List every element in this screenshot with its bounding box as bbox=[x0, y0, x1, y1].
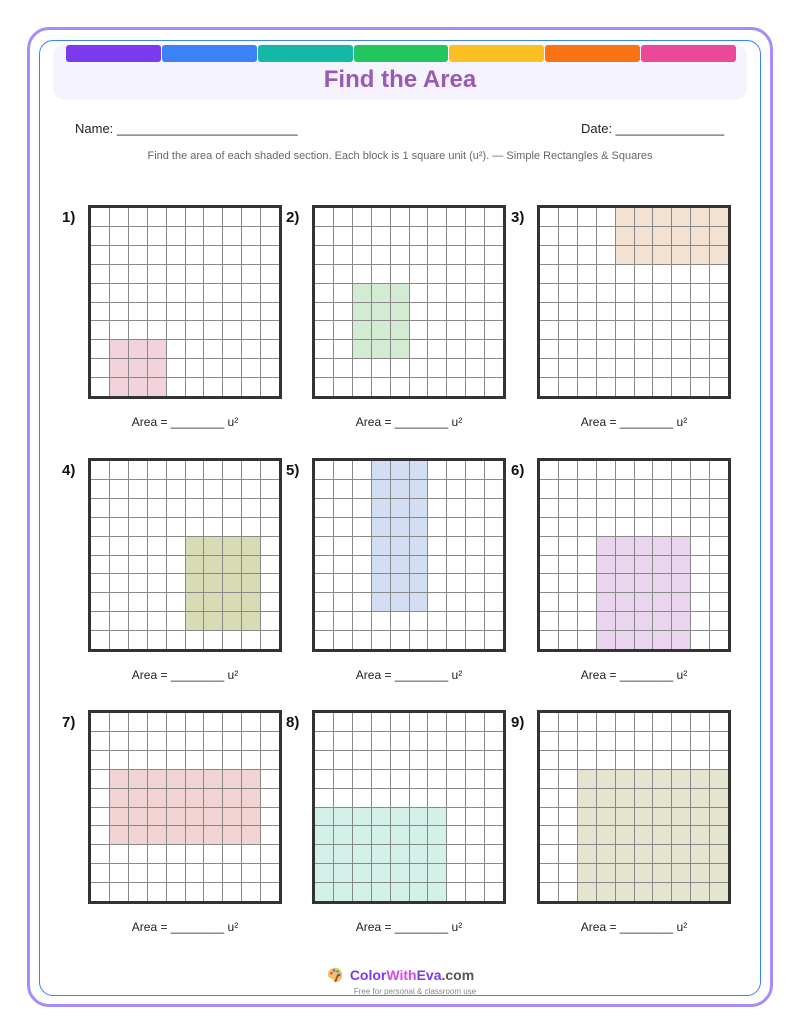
area-grid bbox=[312, 205, 506, 399]
grid-line bbox=[540, 863, 728, 864]
grid-line bbox=[540, 750, 728, 751]
grid-line bbox=[91, 517, 279, 518]
grid-line bbox=[540, 320, 728, 321]
grid-line bbox=[91, 377, 279, 378]
problem-number: 5) bbox=[286, 462, 300, 479]
grid-line bbox=[540, 226, 728, 227]
grid-line bbox=[91, 320, 279, 321]
area-answer-field[interactable]: Area = ________ u² bbox=[131, 920, 239, 934]
grid-line bbox=[540, 731, 728, 732]
grid-line bbox=[540, 788, 728, 789]
area-answer-field[interactable]: Area = ________ u² bbox=[131, 415, 239, 429]
instructions: Find the area of each shaded section. Each block is 1 square unit (u²). — Simple Rectangles & Squares bbox=[147, 150, 653, 162]
grid-line bbox=[315, 479, 503, 480]
grid-line bbox=[315, 807, 503, 808]
grid-line bbox=[540, 498, 728, 499]
area-grid bbox=[88, 710, 282, 904]
area-answer-field[interactable]: Area = ________ u² bbox=[355, 415, 463, 429]
grid-line bbox=[315, 769, 503, 770]
grid-line bbox=[91, 863, 279, 864]
problem-6 bbox=[511, 458, 735, 698]
rainbow-segment bbox=[66, 45, 161, 62]
problem-number: 3) bbox=[511, 209, 525, 226]
grid-line bbox=[315, 788, 503, 789]
problem-4 bbox=[62, 458, 286, 698]
area-grid bbox=[537, 710, 731, 904]
grid-line bbox=[315, 731, 503, 732]
footer bbox=[0, 966, 800, 996]
grid-line bbox=[540, 555, 728, 556]
area-answer-field[interactable]: Area = ________ u² bbox=[355, 668, 463, 682]
problem-2 bbox=[286, 205, 510, 445]
grid-line bbox=[91, 807, 279, 808]
rainbow-segment bbox=[545, 45, 640, 62]
grid-line bbox=[91, 479, 279, 480]
area-grid bbox=[312, 710, 506, 904]
problem-number: 4) bbox=[62, 462, 76, 479]
rainbow-segment bbox=[162, 45, 257, 62]
grid-line bbox=[540, 264, 728, 265]
grid-line bbox=[315, 498, 503, 499]
grid-line bbox=[91, 555, 279, 556]
grid-line bbox=[315, 882, 503, 883]
grid-line bbox=[91, 750, 279, 751]
grid-line bbox=[315, 611, 503, 612]
area-grid bbox=[312, 458, 506, 652]
grid-line bbox=[540, 592, 728, 593]
grid-line bbox=[540, 825, 728, 826]
rainbow-segment bbox=[258, 45, 353, 62]
grid-line bbox=[540, 339, 728, 340]
area-grid bbox=[537, 205, 731, 399]
grid-line bbox=[91, 264, 279, 265]
grid-line bbox=[540, 245, 728, 246]
grid-line bbox=[91, 882, 279, 883]
grid-line bbox=[540, 882, 728, 883]
grid-line bbox=[315, 555, 503, 556]
grid-line bbox=[91, 844, 279, 845]
grid-line bbox=[315, 750, 503, 751]
problem-5 bbox=[286, 458, 510, 698]
grid-line bbox=[315, 536, 503, 537]
grid-line bbox=[315, 302, 503, 303]
area-answer-field[interactable]: Area = ________ u² bbox=[131, 668, 239, 682]
grid-line bbox=[91, 592, 279, 593]
page-title: Find the Area bbox=[323, 66, 477, 93]
grid-line bbox=[540, 769, 728, 770]
rainbow-segment bbox=[641, 45, 736, 62]
problem-number: 1) bbox=[62, 209, 76, 226]
rainbow-bar bbox=[66, 45, 736, 62]
grid-line bbox=[315, 844, 503, 845]
grid-line bbox=[91, 339, 279, 340]
problem-8 bbox=[286, 710, 510, 950]
name-field[interactable]: Name: _________________________ bbox=[75, 121, 298, 136]
date-field[interactable]: Date: _______________ bbox=[581, 121, 725, 136]
grid-line bbox=[91, 358, 279, 359]
grid-line bbox=[315, 226, 503, 227]
shaded-region bbox=[110, 340, 166, 396]
problem-number: 9) bbox=[511, 714, 525, 731]
problem-7 bbox=[62, 710, 286, 950]
grid-line bbox=[315, 358, 503, 359]
problem-1 bbox=[62, 205, 286, 445]
problem-number: 8) bbox=[286, 714, 300, 731]
area-grid bbox=[88, 205, 282, 399]
grid-line bbox=[315, 517, 503, 518]
area-grid bbox=[88, 458, 282, 652]
grid-line bbox=[540, 358, 728, 359]
problem-9 bbox=[511, 710, 735, 950]
grid-line bbox=[91, 302, 279, 303]
area-answer-field[interactable]: Area = ________ u² bbox=[580, 668, 688, 682]
grid-line bbox=[540, 611, 728, 612]
grid-line bbox=[540, 536, 728, 537]
grid-line bbox=[91, 245, 279, 246]
grid-line bbox=[91, 630, 279, 631]
rainbow-segment bbox=[354, 45, 449, 62]
grid-line bbox=[91, 769, 279, 770]
grid-line bbox=[315, 245, 503, 246]
area-answer-field[interactable]: Area = ________ u² bbox=[355, 920, 463, 934]
grid-line bbox=[91, 825, 279, 826]
footer-brand: ColorWithEva.com bbox=[326, 966, 474, 984]
grid-line bbox=[315, 377, 503, 378]
grid-line bbox=[540, 302, 728, 303]
grid-line bbox=[91, 498, 279, 499]
problem-3 bbox=[511, 205, 735, 445]
grid-line bbox=[540, 844, 728, 845]
grid-line bbox=[315, 320, 503, 321]
grid-line bbox=[315, 863, 503, 864]
grid-line bbox=[315, 630, 503, 631]
grid-line bbox=[540, 479, 728, 480]
grid-line bbox=[91, 283, 279, 284]
grid-line bbox=[540, 807, 728, 808]
grid-line bbox=[315, 339, 503, 340]
problem-number: 6) bbox=[511, 462, 525, 479]
grid-line bbox=[540, 377, 728, 378]
footer-tagline: Free for personal & classroom use bbox=[353, 987, 477, 996]
grid-line bbox=[91, 226, 279, 227]
palette-icon bbox=[326, 966, 344, 984]
grid-line bbox=[315, 283, 503, 284]
grid-line bbox=[540, 573, 728, 574]
grid-line bbox=[91, 573, 279, 574]
grid-line bbox=[91, 611, 279, 612]
grid-line bbox=[540, 630, 728, 631]
grid-line bbox=[315, 573, 503, 574]
grid-line bbox=[315, 592, 503, 593]
grid-line bbox=[315, 825, 503, 826]
grid-line bbox=[91, 536, 279, 537]
grid-line bbox=[91, 788, 279, 789]
grid-line bbox=[315, 264, 503, 265]
area-answer-field[interactable]: Area = ________ u² bbox=[580, 415, 688, 429]
problem-number: 2) bbox=[286, 209, 300, 226]
problem-number: 7) bbox=[62, 714, 76, 731]
area-grid bbox=[537, 458, 731, 652]
grid-line bbox=[540, 517, 728, 518]
grid-line bbox=[91, 731, 279, 732]
grid-line bbox=[540, 283, 728, 284]
area-answer-field[interactable]: Area = ________ u² bbox=[580, 920, 688, 934]
rainbow-segment bbox=[449, 45, 544, 62]
